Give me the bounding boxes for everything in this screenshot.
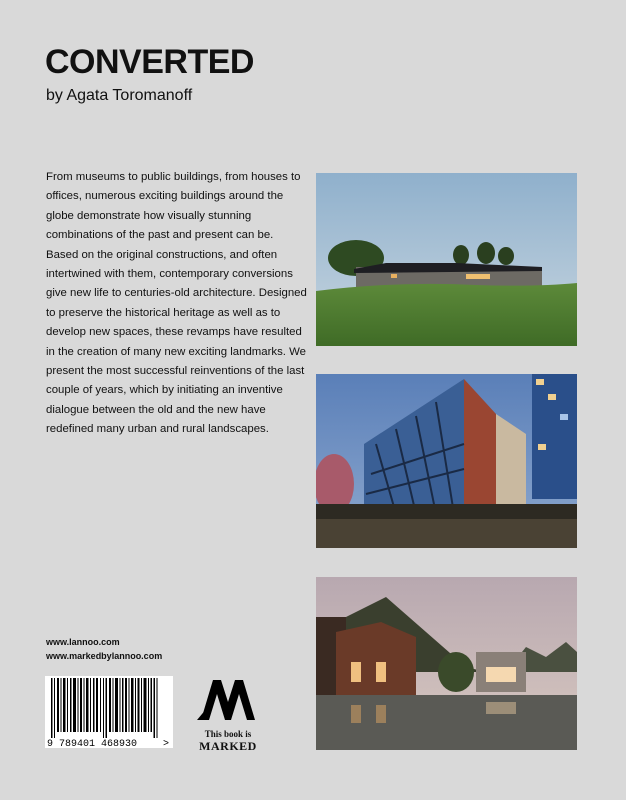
marked-m-icon <box>193 676 263 724</box>
marked-brand: MARKED <box>199 739 257 753</box>
isbn-number: 9 789401 468930 <box>47 739 138 748</box>
link-lannoo[interactable]: www.lannoo.com <box>46 637 120 647</box>
link-marked-by-lannoo[interactable]: www.markedbylannoo.com <box>46 651 163 661</box>
publisher-links <box>46 635 162 663</box>
marked-logo <box>193 676 263 752</box>
marked-note: This book is <box>204 729 252 739</box>
book-author: by Agata Toromanoff <box>46 87 193 104</box>
isbn-arrow: > <box>163 739 170 748</box>
book-title: CONVERTED <box>45 43 254 81</box>
photo-glass-building <box>316 374 577 548</box>
photo-house-on-hill <box>316 173 577 346</box>
photo-brick-factory-pond <box>316 577 577 750</box>
isbn-barcode <box>45 676 173 748</box>
book-description: From museums to public buildings, from houses to offices, numerous exciting buildings around the globe demonstrate how visually stunning combinations of the past and present can be. Based on the original constructions, and often intertwined with them, contemporary conversions give new life to centuries-old architecture. Designed to preserve the historical heritage as well as to develop new spaces, these revamps have resulted in the creation of many new exciting landmarks. We present the most successful reinventions of the last couple of years, which by initiating an inventive dialogue between the old and the new have redefined many urban and rural landscapes. <box>46 171 307 436</box>
